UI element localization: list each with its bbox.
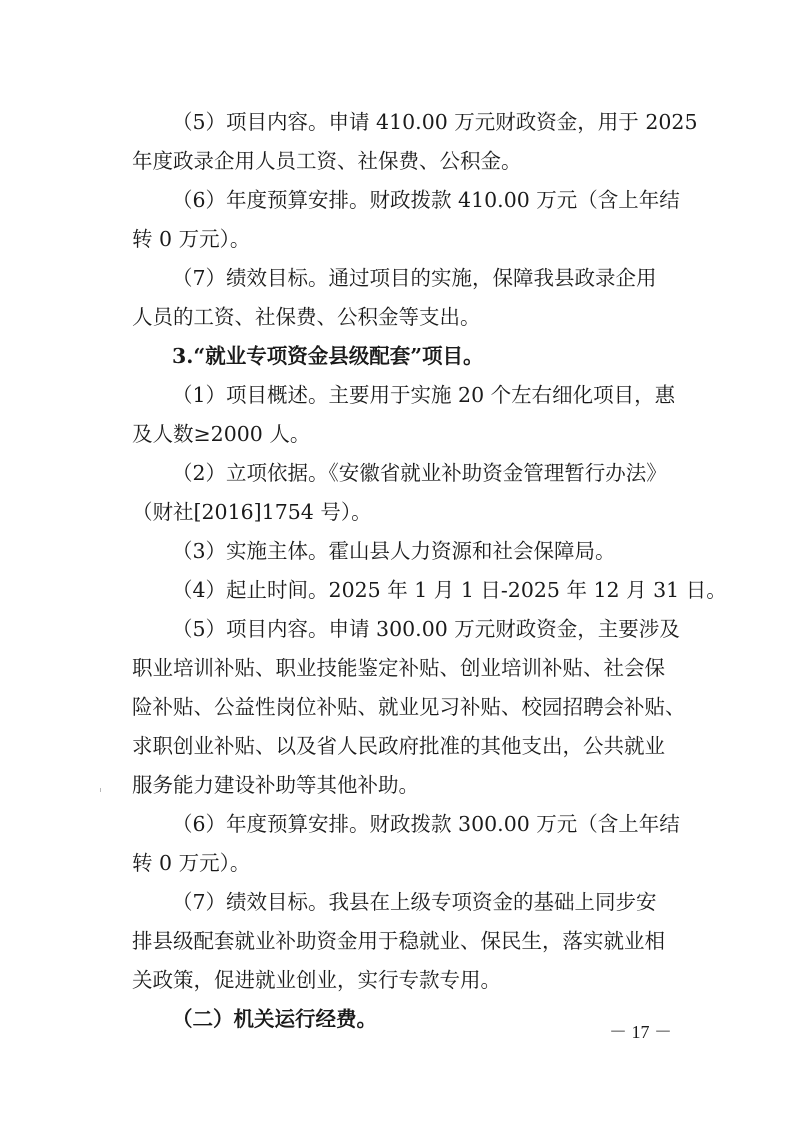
page-number: － 17 － — [609, 1022, 672, 1042]
paragraph-line-1: （5）项目内容。申请 410.00 万元财政资金，用于 2025 — [172, 110, 698, 134]
paragraph-line-11: （财社[2016]1754 号）。 — [132, 500, 372, 524]
paragraph-line-12: （3）实施主体。霍山县人力资源和社会保障局。 — [172, 539, 616, 563]
paragraph-line-4: 转 0 万元）。 — [132, 227, 251, 251]
section-heading-2: （二）机关运行经费。 — [172, 1007, 377, 1031]
paragraph-line-16: 险补贴、公益性岗位补贴、就业见习补贴、校园招聘会补贴、 — [132, 695, 686, 719]
paragraph-line-20: 转 0 万元）。 — [132, 851, 251, 875]
paragraph-line-19: （6）年度预算安排。财政拨款 300.00 万元（含上年结 — [172, 812, 680, 836]
paragraph-line-8: （1）项目概述。主要用于实施 20 个左右细化项目，惠 — [172, 383, 676, 407]
paragraph-line-5: （7）绩效目标。通过项目的实施，保障我县政录企用 — [172, 266, 657, 290]
paragraph-line-15: 职业培训补贴、职业技能鉴定补贴、创业培训补贴、社会保 — [132, 656, 665, 680]
paragraph-line-10: （2）立项依据。《安徽省就业补助资金管理暂行办法》 — [172, 461, 667, 485]
paragraph-line-22: 排县级配套就业补助资金用于稳就业、保民生，落实就业相 — [132, 929, 665, 953]
paragraph-line-21: （7）绩效目标。我县在上级专项资金的基础上同步安 — [172, 890, 657, 914]
paragraph-line-18: 服务能力建设补助等其他补助。 — [132, 773, 419, 797]
paragraph-line-23: 关政策，促进就业创业，实行专款专用。 — [132, 968, 501, 992]
paragraph-line-13: （4）起止时间。2025 年 1 月 1 日-2025 年 12 月 31 日。 — [172, 578, 727, 602]
paragraph-line-17: 求职创业补贴、以及省人民政府批准的其他支出，公共就业 — [132, 734, 665, 758]
paragraph-line-6: 人员的工资、社保费、公积金等支出。 — [132, 305, 481, 329]
scan-speck — [100, 788, 101, 792]
paragraph-line-2: 年度政录企用人员工资、社保费、公积金。 — [132, 149, 522, 173]
paragraph-line-3: （6）年度预算安排。财政拨款 410.00 万元（含上年结 — [172, 188, 680, 212]
section-heading-3: 3.“就业专项资金县级配套”项目。 — [172, 344, 484, 368]
paragraph-line-9: 及人数≥2000 人。 — [132, 422, 311, 446]
paragraph-line-14: （5）项目内容。申请 300.00 万元财政资金，主要涉及 — [172, 617, 680, 641]
